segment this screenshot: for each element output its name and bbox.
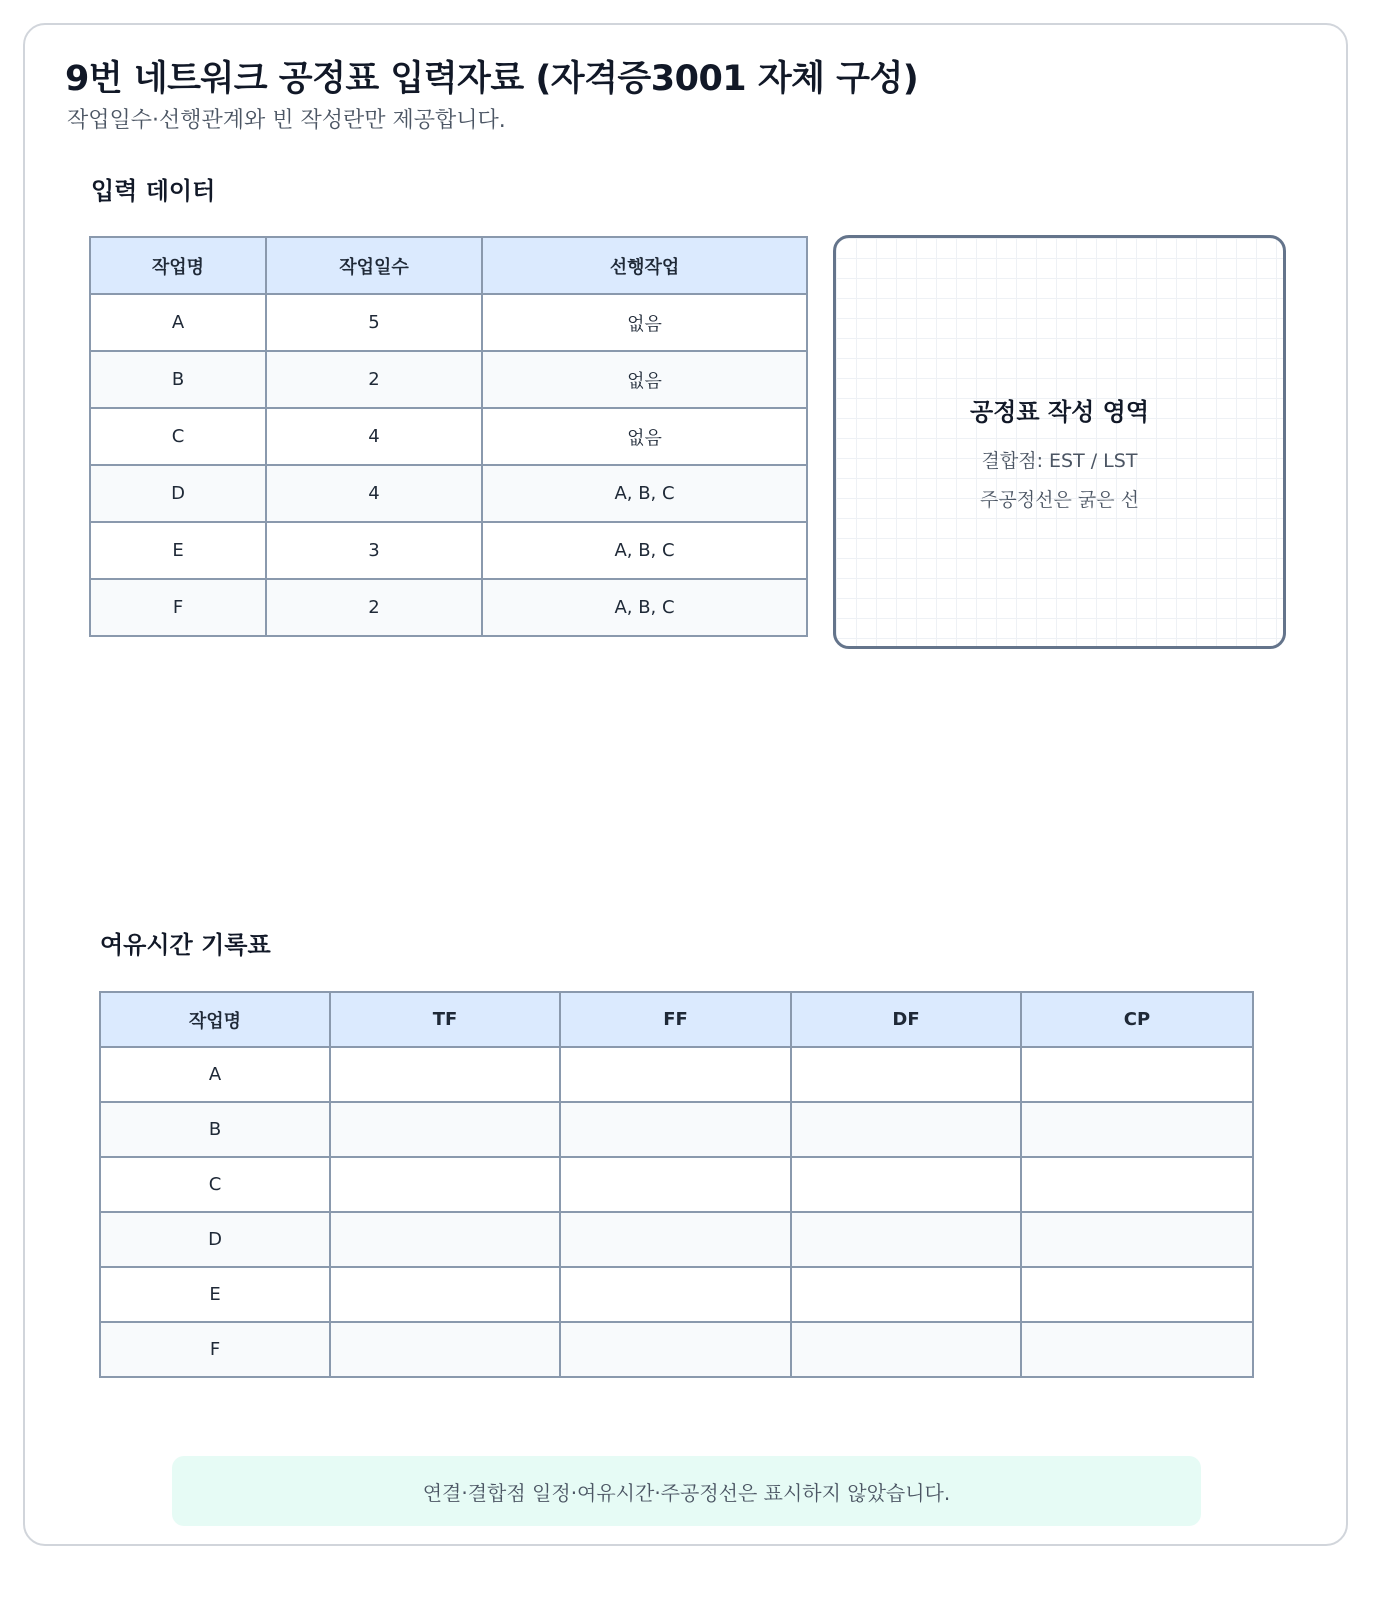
task-name-cell: D bbox=[100, 1212, 330, 1267]
column-header-predecessor: 선행작업 bbox=[482, 237, 807, 294]
predecessor-cell: 없음 bbox=[482, 351, 807, 408]
tf-input-cell[interactable] bbox=[330, 1102, 560, 1157]
ff-input-cell[interactable] bbox=[560, 1102, 791, 1157]
task-name-cell: F bbox=[90, 579, 266, 636]
cp-input-cell[interactable] bbox=[1021, 1157, 1253, 1212]
cp-input-cell[interactable] bbox=[1021, 1212, 1253, 1267]
cp-input-cell[interactable] bbox=[1021, 1047, 1253, 1102]
column-header-cp: CP bbox=[1021, 992, 1253, 1047]
footer-note: 연결·결합점 일정·여유시간·주공정선은 표시하지 않았습니다. bbox=[172, 1456, 1201, 1526]
predecessor-cell: A, B, C bbox=[482, 579, 807, 636]
column-header-df: DF bbox=[791, 992, 1021, 1047]
column-header-task: 작업명 bbox=[100, 992, 330, 1047]
duration-cell: 4 bbox=[266, 465, 482, 522]
tf-input-cell[interactable] bbox=[330, 1047, 560, 1102]
ff-input-cell[interactable] bbox=[560, 1047, 791, 1102]
table-row bbox=[100, 1212, 1253, 1267]
table-header-row bbox=[100, 992, 1253, 1047]
task-name-cell: C bbox=[100, 1157, 330, 1212]
duration-cell: 5 bbox=[266, 294, 482, 351]
task-name-cell: F bbox=[100, 1322, 330, 1377]
duration-cell: 4 bbox=[266, 408, 482, 465]
table-row bbox=[100, 1047, 1253, 1102]
df-input-cell[interactable] bbox=[791, 1102, 1021, 1157]
drawing-area-title: 공정표 작성 영역 bbox=[970, 398, 1149, 426]
table-row bbox=[100, 1267, 1253, 1322]
table-row bbox=[90, 465, 807, 522]
cp-input-cell[interactable] bbox=[1021, 1102, 1253, 1157]
ff-input-cell[interactable] bbox=[560, 1212, 791, 1267]
predecessor-cell: 없음 bbox=[482, 294, 807, 351]
page-subtitle: 작업일수·선행관계와 빈 작성란만 제공합니다. bbox=[67, 108, 506, 133]
df-input-cell[interactable] bbox=[791, 1157, 1021, 1212]
task-name-cell: A bbox=[90, 294, 266, 351]
worksheet-card bbox=[23, 23, 1348, 1546]
tf-input-cell[interactable] bbox=[330, 1157, 560, 1212]
column-header-duration: 작업일수 bbox=[266, 237, 482, 294]
task-name-cell: A bbox=[100, 1047, 330, 1102]
ff-input-cell[interactable] bbox=[560, 1322, 791, 1377]
page-title: 9번 네트워크 공정표 입력자료 (자격증3001 자체 구성) bbox=[65, 59, 919, 99]
table-row bbox=[90, 408, 807, 465]
slack-record-table bbox=[99, 991, 1254, 1378]
task-name-cell: E bbox=[100, 1267, 330, 1322]
ff-input-cell[interactable] bbox=[560, 1267, 791, 1322]
ff-input-cell[interactable] bbox=[560, 1157, 791, 1212]
network-drawing-area[interactable] bbox=[833, 235, 1286, 649]
tf-input-cell[interactable] bbox=[330, 1212, 560, 1267]
cp-input-cell[interactable] bbox=[1021, 1267, 1253, 1322]
tf-input-cell[interactable] bbox=[330, 1322, 560, 1377]
task-name-cell: E bbox=[90, 522, 266, 579]
input-data-table bbox=[89, 236, 808, 637]
table-row bbox=[90, 351, 807, 408]
table-row bbox=[90, 579, 807, 636]
column-header-tf: TF bbox=[330, 992, 560, 1047]
df-input-cell[interactable] bbox=[791, 1047, 1021, 1102]
duration-cell: 2 bbox=[266, 579, 482, 636]
df-input-cell[interactable] bbox=[791, 1322, 1021, 1377]
task-name-cell: B bbox=[90, 351, 266, 408]
input-section-title: 입력 데이터 bbox=[91, 177, 216, 205]
table-header-row bbox=[90, 237, 807, 294]
column-header-ff: FF bbox=[560, 992, 791, 1047]
df-input-cell[interactable] bbox=[791, 1267, 1021, 1322]
table-row bbox=[90, 294, 807, 351]
table-row bbox=[100, 1157, 1253, 1212]
predecessor-cell: 없음 bbox=[482, 408, 807, 465]
predecessor-cell: A, B, C bbox=[482, 465, 807, 522]
duration-cell: 2 bbox=[266, 351, 482, 408]
cp-input-cell[interactable] bbox=[1021, 1322, 1253, 1377]
tf-input-cell[interactable] bbox=[330, 1267, 560, 1322]
slack-section-title: 여유시간 기록표 bbox=[100, 931, 271, 959]
df-input-cell[interactable] bbox=[791, 1212, 1021, 1267]
column-header-task: 작업명 bbox=[90, 237, 266, 294]
predecessor-cell: A, B, C bbox=[482, 522, 807, 579]
drawing-area-critical-path-hint: 주공정선은 굵은 선 bbox=[980, 489, 1139, 511]
task-name-cell: B bbox=[100, 1102, 330, 1157]
table-row bbox=[90, 522, 807, 579]
table-row bbox=[100, 1102, 1253, 1157]
task-name-cell: C bbox=[90, 408, 266, 465]
task-name-cell: D bbox=[90, 465, 266, 522]
drawing-area-node-hint: 결합점: EST / LST bbox=[981, 450, 1138, 472]
duration-cell: 3 bbox=[266, 522, 482, 579]
table-row bbox=[100, 1322, 1253, 1377]
